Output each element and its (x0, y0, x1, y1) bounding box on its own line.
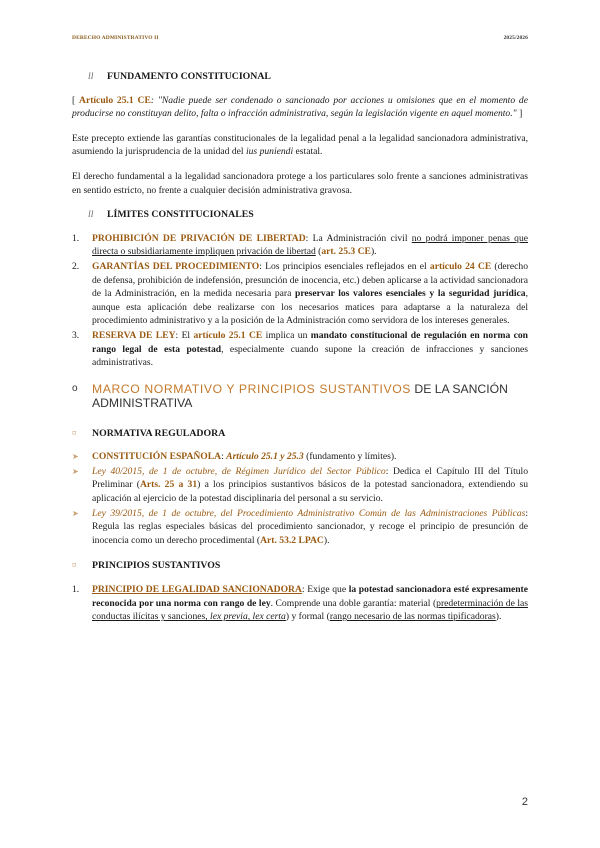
list-number: 2. (72, 260, 80, 272)
list-text: ( (315, 246, 322, 258)
section-title: PRINCIPIOS SUSTANTIVOS (92, 560, 221, 572)
header-course-title: DERECHO ADMINISTRATIVO II (72, 35, 159, 41)
list-item (72, 329, 528, 370)
list-text: ). (323, 534, 330, 546)
list-item-heading: GARANTÍAS DEL PROCEDIMIENTO (92, 260, 260, 272)
list-text: : Dedica el Capítulo III del Título Preliminar ( (92, 465, 528, 491)
list-item (72, 232, 528, 259)
paragraph-text: Este precepto extiende las garantías constitucionales de la legalidad penal a la legalidad sancionadora administrativa, asumiendo la jurisprudencia de la unidad del (72, 132, 528, 158)
list-item-text (92, 232, 528, 259)
list-number: 3. (72, 329, 80, 341)
principios-list (72, 583, 528, 624)
paragraph-text: estatal. (293, 146, 323, 158)
constitution-quote (72, 94, 528, 121)
list-text: : La Administración civil (305, 232, 412, 244)
list-item-heading: PRINCIPIO DE LEGALIDAD SANCIONADORA (92, 584, 302, 596)
paragraph-protection: El derecho fundamental a la legalidad sancionadora protege a los particulares solo frente a sanciones administrativas en sentido estricto, no frente a cualquier decisión administrativa gravosa. (72, 170, 528, 196)
bold-text: la potestad sancionadora esté expresamente reconocida por una norma con rango de ley (92, 584, 529, 609)
list-item-text (92, 583, 528, 624)
bold-text: mandato constitucional de regulación en norma con rango legal de esta potestad (92, 329, 528, 355)
marco-highlight: MARCO NORMATIVO Y PRINCIPIOS SUSTANTIVOS (92, 381, 412, 396)
list-text: : (221, 451, 227, 463)
header-year: 2025/2026 (503, 35, 528, 41)
list-item-text (92, 260, 528, 328)
underlined-text: no podrá imponer penas que directa o subsidiariamente impliquen privación de libertad (92, 232, 529, 258)
list-item-heading: RESERVA DE LEY (92, 329, 176, 341)
circle-bullet-icon: o (72, 382, 78, 394)
article-ref: art. 25.3 CE (321, 246, 371, 258)
list-text: (fundamento y límites). (303, 451, 397, 463)
underlined-text: predeterminación de las conductas ilícitas y sanciones, (92, 597, 528, 623)
list-number: 1. (72, 584, 80, 596)
list-number: 1. (72, 232, 80, 244)
section-marker-icon: ¤ (72, 427, 77, 438)
list-text: , aunque esta aplicación debe realizarse con los necesarios matices para adaptarse a la naturaleza del procedimiento administrativo y a la posición de la Administración como servidora de los intereses generales. (92, 288, 528, 327)
list-text: : Los principios esenciales reflejados en el (259, 260, 430, 272)
law-title: Ley 40/2015, de 1 de octubre, de Régimen Jurídico del Sector Público (92, 465, 386, 477)
arrow-bullet-icon: ➤ (72, 452, 79, 462)
article-ref: artículo 25.1 CE (193, 329, 263, 341)
section-fundamento-heading (72, 70, 528, 84)
quote-text: : "Nadie puede ser condenado o sancionado por acciones u omisiones que en el momento de producirse no constituyan delito, falta o infracción administrativa, según la legislación vigente en aquel momento." (72, 94, 528, 120)
list-text: implica un (262, 329, 311, 341)
list-item (72, 450, 528, 464)
section-marker-icon: ¤ (72, 560, 77, 571)
list-text: (derecho de defensa, prohibición de indefensión, presunción de inocencia, etc.) deben aplicarse a la actividad sancionadora de la Administración, en la medida necesaria para (92, 260, 528, 300)
list-item-text (92, 450, 528, 464)
normativa-list (72, 450, 528, 547)
marco-rest: DE LA SANCIÓN ADMINISTRATIVA (92, 381, 508, 411)
section-title: FUNDAMENTO CONSTITUCIONAL (107, 71, 271, 82)
list-item (72, 583, 528, 624)
list-item-text (92, 465, 528, 506)
list-item (72, 465, 528, 506)
list-item-heading: PROHIBICIÓN DE PRIVACIÓN DE LIBERTAD (92, 232, 306, 244)
quote-close-bracket: ] (519, 108, 523, 120)
list-item-text (92, 507, 528, 548)
list-text: , especialmente cuando supone la creación de infracciones y sanciones administrativas. (92, 343, 529, 369)
quote-open-bracket: [ (72, 94, 76, 106)
article-ref: Art. 53.2 LPAC (260, 534, 324, 546)
list-text: ). (495, 611, 502, 623)
paragraph-italic: ius puniendi (245, 146, 294, 158)
list-item-heading: CONSTITUCIÓN ESPAÑOLA (92, 451, 222, 463)
list-item (72, 260, 528, 328)
list-text: : El (175, 329, 194, 341)
section-limites-heading (72, 208, 528, 222)
marco-normativo-heading (72, 382, 528, 411)
article-ref: Arts. 25 a 31 (139, 479, 198, 491)
marco-title (92, 382, 528, 411)
underlined-italic-text: lex previa, lex certa (210, 611, 286, 623)
section-title: LÍMITES CONSTITUCIONALES (107, 209, 254, 221)
article-ref: artículo 24 CE (429, 260, 492, 272)
list-text: ). (370, 246, 377, 258)
section-title: NORMATIVA REGULADORA (92, 427, 226, 439)
section-principios-heading (72, 559, 528, 573)
list-item-text (92, 329, 528, 370)
paragraph-extension (72, 132, 528, 159)
page-number: 2 (521, 796, 528, 808)
list-item (72, 507, 528, 548)
limits-list (72, 232, 528, 370)
article-ref: Artículo 25.1 y 25.3 (226, 451, 304, 463)
underlined-text: rango necesario de las normas tipificadoras (329, 611, 496, 623)
arrow-bullet-icon: ➤ (72, 508, 79, 518)
arrow-bullet-icon: ➤ (72, 466, 79, 476)
section-normativa-heading (72, 427, 528, 441)
list-text: . Comprende una doble garantía: material ( (270, 597, 437, 609)
list-text: : Exige que (301, 584, 349, 596)
law-title: Ley 39/2015, de 1 de octubre, del Procedimiento Administrativo Común de las Administraciones Públicas (92, 507, 526, 519)
section-marker-icon: ll (88, 209, 94, 221)
section-marker-icon: ll (88, 71, 94, 82)
bold-text: preservar los valores esenciales y la seguridad jurídica (294, 288, 526, 300)
quote-article-ref: Artículo 25.1 CE (79, 94, 151, 106)
list-text: : Regula las reglas especiales básicas del procedimiento sancionador, y recoge el principio de presunción de inocencia como un derecho procedimental ( (92, 507, 528, 546)
list-text: ) y formal ( (285, 611, 330, 623)
page-content (72, 70, 528, 634)
list-text: ) a los principios sustantivos básicos de la potestad sancionadora, extendiendo su aplicación al ejercicio de la potestad disciplinaria del personal a su servicio. (92, 479, 528, 505)
